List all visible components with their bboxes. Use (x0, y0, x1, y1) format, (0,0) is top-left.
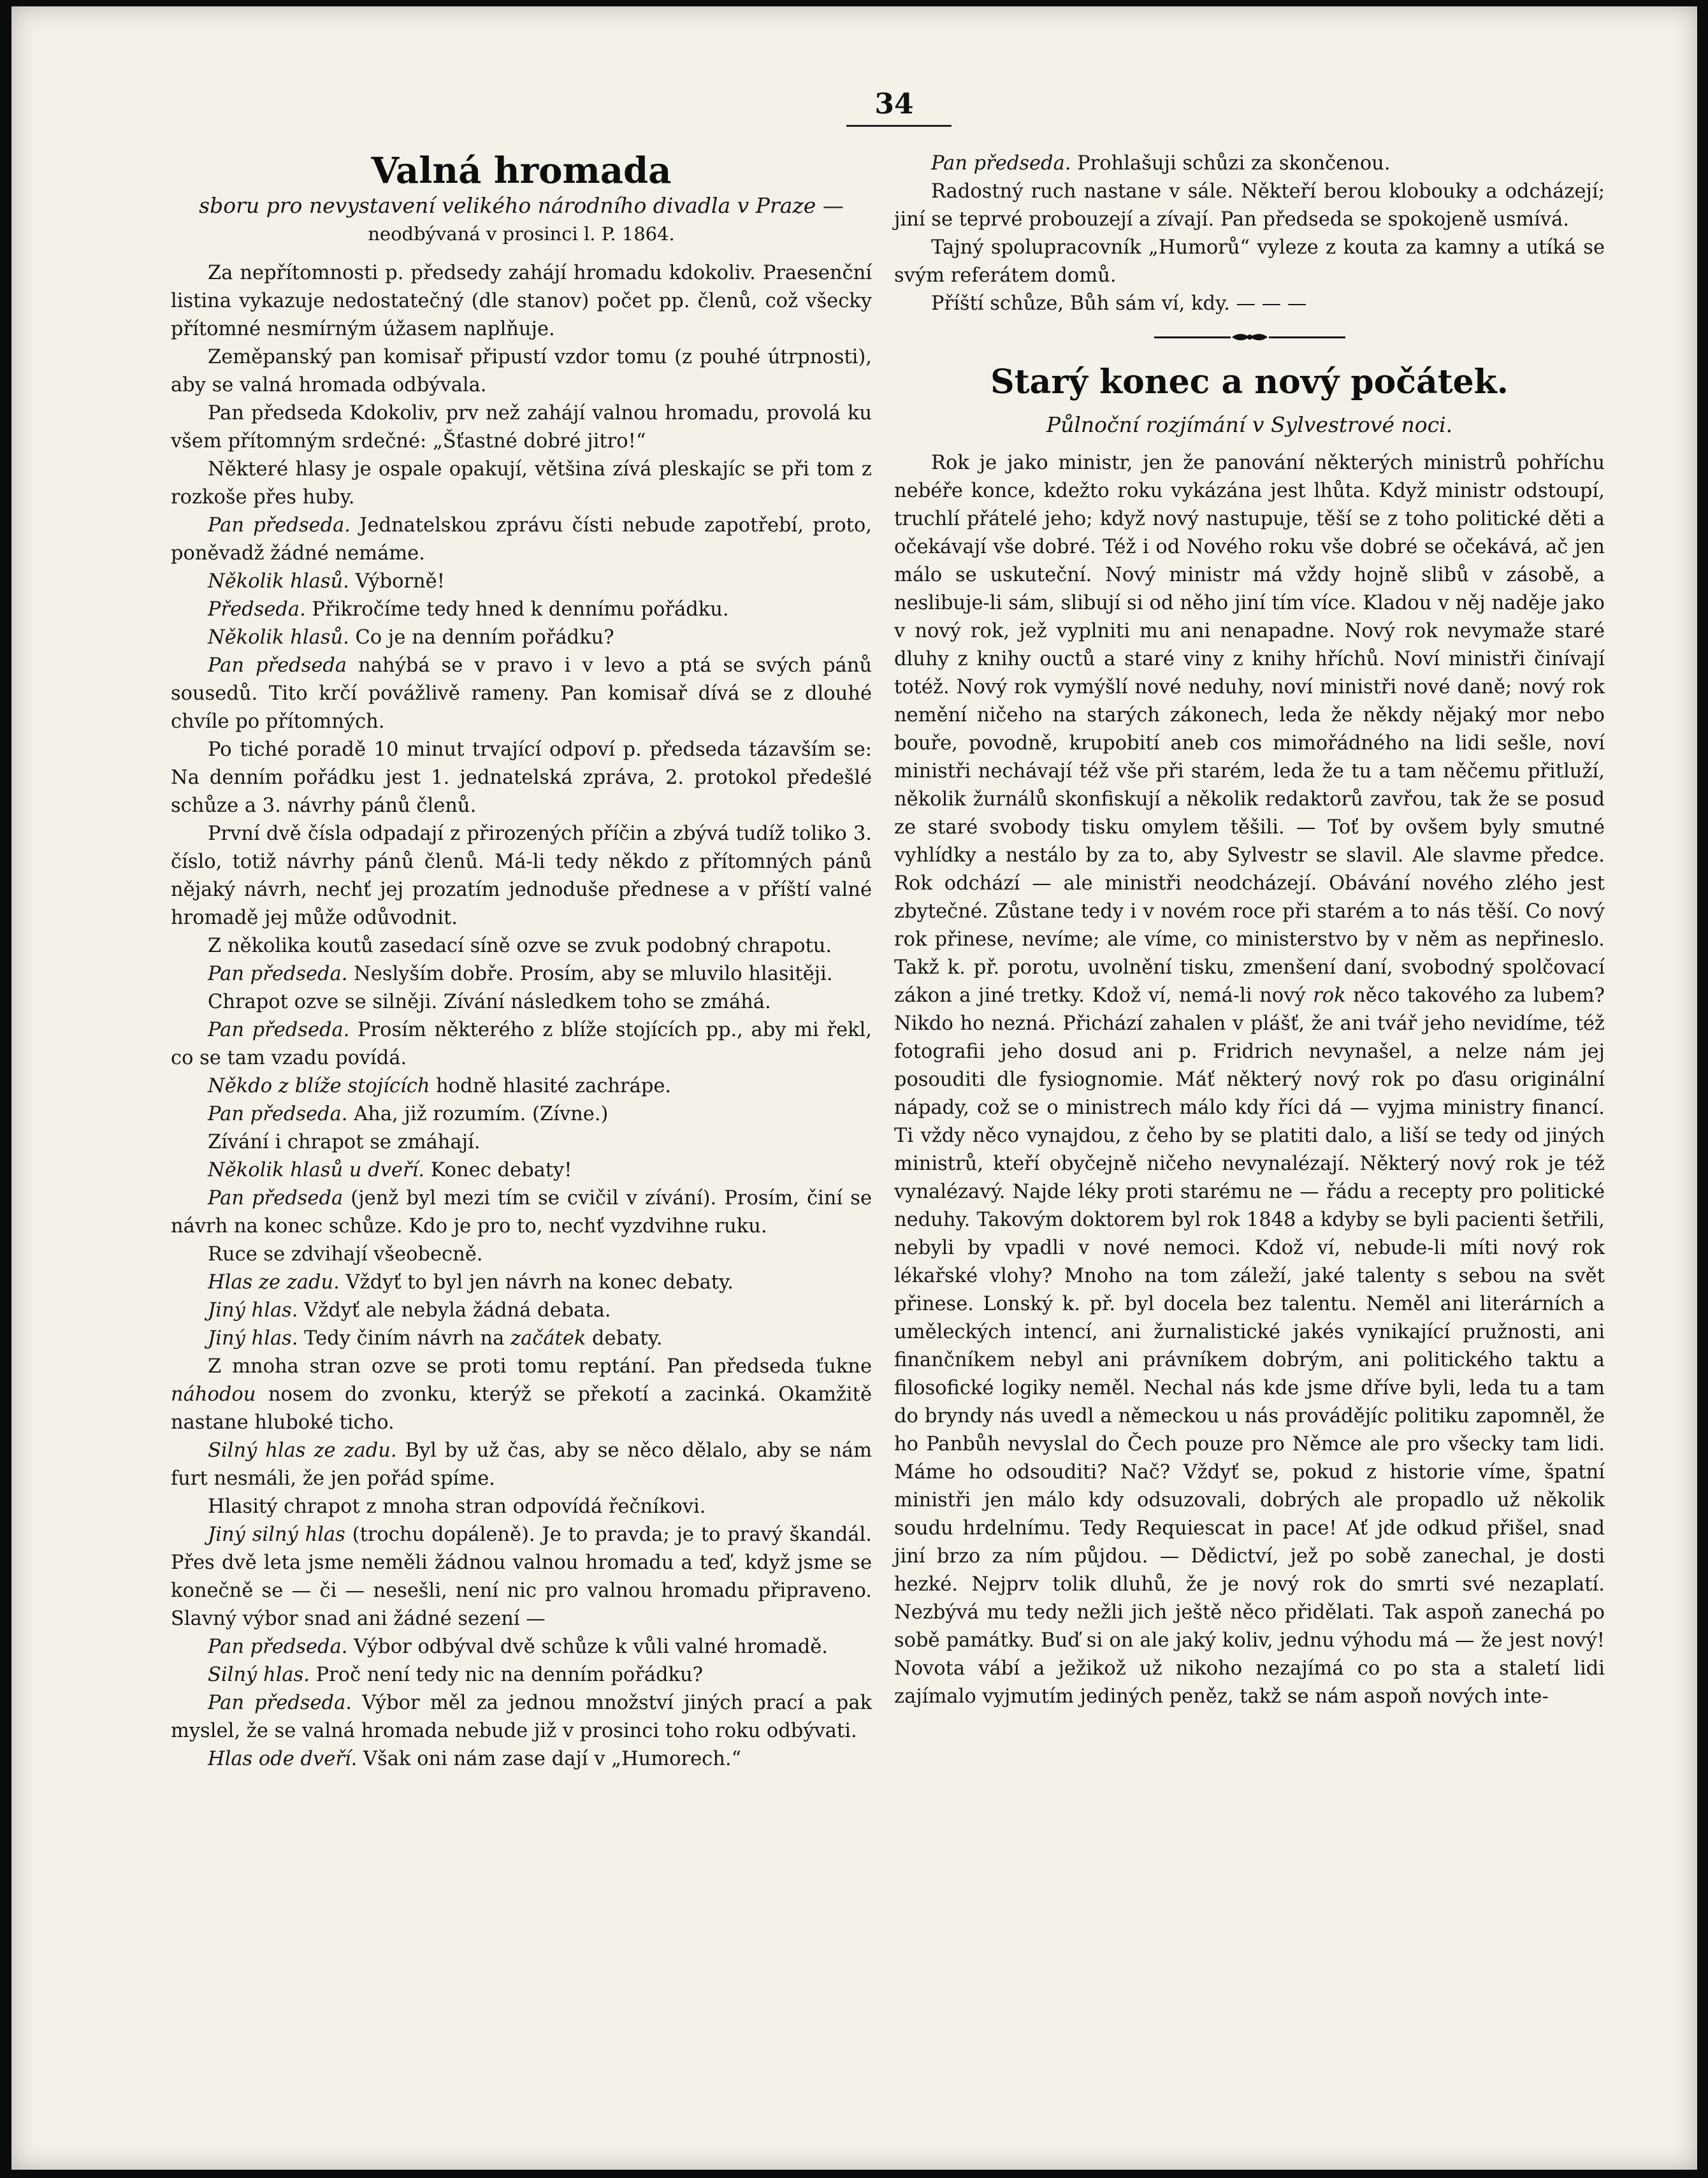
paragraph-text: Tedy činím návrh na (298, 1327, 511, 1350)
paragraph-text: Jednatelskou zprávu čísti nebude zapotřebí, proto, poněvadž žádné nemáme. (171, 514, 872, 565)
paragraph-text: Proč není tedy nic na denním pořádku? (309, 1664, 703, 1686)
article1-subtitle-date: neodbývaná v prosinci l. P. 1864. (368, 223, 675, 245)
paragraph-text: První dvě čísla odpadají z přirozených příčin a zbývá tudíž toliko 3. číslo, totiž návrhy pánů členů. Má-li tedy někdo z přítomných pánů nějaký návrh, nechť jej prozatím jednoduše přednese a v příští valné hromadě jej může odůvodnit. (171, 823, 872, 929)
paragraph (171, 1353, 872, 1437)
paragraph-text: Rok je jako ministr, jen že panování některých ministrů pohříchu nebéře konce, kdežto roku vykázána jest lhůta. Když ministr odstoupí, truchlí přátelé jeho; když nový nastupuje, těší se z toho politické děti a očekávají vše dobré. Též i od Nového roku vše dobré se očekává, ač jen málo se uskuteční. Nový ministr má vždy hojně slibů v zásobě, a neslibuje-li sám, slibují si od něho jiní tím více. Kladou v něj naděje jako v nový rok, jež vyplniti mu ani nenapadne. Nový rok nevymaže staré dluhy z knihy ouctů a staré viny z knihy hříchů. Noví ministři činívají totéž. Nový rok vymýšlí nové neduhy, noví ministři nové daně; nový rok nemění ničeho na starých zákonech, leda že někdy nějaký mor nebo bouře, povodně, krupobití aneb cos mimořádného na lidi sešle, noví ministři nechávají též vše při starém, leda že tu a tam něčemu přitluží, několik žurnálů skonfiskují a několik redaktorů zavřou, tak že se posud ze staré svobody tisku omylem těšili. — Toť by ovšem byly smutné vyhlídky a nestálo by za to, aby Sylvestr se slavil. Ale slavme předce. Rok odchází — ale ministři neodcházejí. Obávání nového zlého jest zbytečné. Zůstane tedy i v novém roce při starém a to nás těší. Co nový rok přinese, nevíme; ale víme, co ministerstvo by v něm as nepřineslo. Takž k. př. porotu, uvolnění tisku, zmenšení daní, svobodný spolčovací zákon a jiné tretky. Kdož ví, nemá-li nový (894, 452, 1605, 1007)
left-column (171, 150, 872, 1773)
emphasis-text: rok (1313, 984, 1346, 1007)
speaker-label: Jiný hlas. (208, 1327, 298, 1350)
paragraph (171, 652, 872, 736)
paragraph (171, 1745, 872, 1773)
paragraph-text: Přikročíme tedy hned k dennímu pořádku. (305, 598, 729, 621)
paragraph (171, 1100, 872, 1129)
paragraph-text: Radostný ruch nastane v sále. Někteří berou klobouky a odcházejí; jiní se teprvé probouzejí a zívají. Pan předseda se spokojeně usmívá. (894, 180, 1605, 231)
paragraph-text: Po tiché poradě 10 minut trvající odpoví p. předseda tázavším se: Na denním pořádku jest 1. jednatelská zpráva, 2. protokol předešlé schůze a 3. návrhy pánů členů. (171, 739, 872, 817)
paragraph (894, 449, 1605, 1711)
paragraph (171, 1633, 872, 1661)
paragraph (894, 178, 1605, 234)
paragraph-text: nahýbá se v pravo i v levo a ptá se svých pánů sousedů. Tito krčí povážlivě rameny. Pan komisař dívá se z dlouhé chvíle po přítomných. (171, 654, 872, 733)
paragraph-text: (trochu dopáleně). Je to pravda; je to pravý škandál. Přes dvě leta jsme neměli žádnou valnou hromadu a teď, když jsme se konečně se — či — nesešli, není nic pro valnou hromadu připraveno. Slavný výbor snad ani žádné sezení — (171, 1524, 872, 1630)
paragraph (171, 1016, 872, 1072)
paragraph (171, 988, 872, 1016)
speaker-label: Pan předseda. (931, 152, 1071, 175)
paragraph (894, 290, 1605, 318)
paragraph (171, 400, 872, 456)
paragraph (171, 259, 872, 343)
article2-title: Starý konec a nový počátek. (990, 363, 1509, 401)
paragraph (171, 1157, 872, 1185)
paragraph (171, 624, 872, 652)
paragraph (171, 568, 872, 596)
speaker-label: Jiný silný hlas (208, 1524, 345, 1546)
paragraph-text: Tajný spolupracovník „Humorů“ vyleze z kouta za kamny a utíká se svým referátem domů. (894, 236, 1605, 287)
paragraph-text: Neslyším dobře. Prosím, aby se mluvilo hlasitěji. (347, 963, 833, 985)
paragraph-text: Příští schůze, Bůh sám ví, kdy. — — — (931, 292, 1307, 315)
paragraph (171, 820, 872, 932)
paragraph-text: Některé hlasy je ospale opakují, většina zívá pleskajíc se při tom z rozkoše přes huby. (171, 458, 872, 508)
right-column (894, 150, 1605, 1711)
paragraph-text: Vždyť ale nebyla žádná debata. (298, 1299, 611, 1322)
speaker-label: Hlas ze zadu. (208, 1271, 340, 1294)
speaker-label: Silný hlas ze zadu. (208, 1439, 397, 1462)
paragraph-text: Konec debaty! (424, 1159, 572, 1181)
paragraph-text: Z několika koutů zasedací síně ozve se zvuk podobný chrapotu. (208, 935, 832, 957)
article1-ending (894, 150, 1605, 318)
section-divider-ornament (1154, 329, 1345, 345)
paragraph (171, 596, 872, 624)
speaker-label: Pan předseda. (208, 514, 351, 537)
paragraph-text: Pan předseda Kdokoliv, prv než zahájí valnou hromadu, provolá ku všem přítomným srdečné: „Šťastné dobré jitro!“ (171, 402, 872, 452)
newspaper-page (11, 6, 1697, 2170)
speaker-label: Jiný hlas. (208, 1299, 298, 1322)
paragraph-text: Prohlašuji schůzi za skončenou. (1071, 152, 1391, 175)
speaker-label: Hlas ode dveří. (208, 1748, 358, 1770)
paragraph-text: Aha, již rozumím. (Zívne.) (347, 1103, 609, 1125)
paragraph (171, 1297, 872, 1325)
paragraph-text: Prosím některého z blíže stojících pp., aby mi řekl, co se tam vzadu povídá. (171, 1019, 872, 1069)
paragraph-text: Výbor měl za jednou množství jiných prací a pak myslel, že se valná hromada nebude již v prosinci toho roku odbývati. (171, 1692, 872, 1742)
paragraph (171, 736, 872, 820)
paragraph-text: Zívání i chrapot se zmáhají. (208, 1131, 481, 1153)
article1-body (171, 259, 872, 1773)
paragraph (171, 960, 872, 988)
speaker-label: Pan předseda. (208, 1103, 348, 1125)
paragraph (171, 512, 872, 568)
paragraph-text: Ruce se zdvihají všeobecně. (208, 1243, 483, 1266)
paragraph-text: Byl by už čas, aby se něco dělalo, aby se nám furt nesmáli, že jen pořád spíme. (171, 1439, 872, 1490)
paragraph (171, 1521, 872, 1633)
paragraph (171, 1129, 872, 1157)
paragraph-text: Hlasitý chrapot z mnoha stran odpovídá řečníkovi. (208, 1496, 706, 1518)
paragraph-text: (jenž byl mezi tím se cvičil v zívání). Prosím, činí se návrh na konec schůze. Kdo je pro to, nechť vyzdvihne ruku. (171, 1187, 872, 1237)
article2-subtitle: Půlnoční rozjímání v Sylvestrové noci. (1046, 412, 1453, 437)
paragraph (171, 1185, 872, 1241)
paragraph-text: Zeměpanský pan komisař připustí vzdor tomu (z pouhé útrpnosti), aby se valná hromada odbývala. (171, 346, 872, 396)
paragraph-text: Výborně! (349, 570, 445, 593)
paragraph (171, 1325, 872, 1353)
speaker-label: Několik hlasů u dveří. (208, 1159, 425, 1181)
paragraph-text-tail: nosem do zvonku, kterýž se překotí a zacinká. Okamžitě nastane hluboké ticho. (171, 1383, 872, 1434)
speaker-label: Pan předseda. (208, 1636, 348, 1658)
paragraph (894, 234, 1605, 290)
emphasis-text: začátek (510, 1327, 586, 1350)
paragraph (171, 1437, 872, 1493)
paragraph-text: Výbor odbýval dvě schůze k vůli valné hromadě. (347, 1636, 828, 1658)
paragraph-text: Za nepřítomnosti p. předsedy zahájí hromadu kdokoliv. Praesenční listina vykazuje nedostatečný (dle stanov) počet pp. členů, což všecky přítomné nesmírným úžasem naplňuje. (171, 262, 872, 340)
paragraph-text: Však oni nám zase dají v „Humorech.“ (357, 1748, 742, 1770)
article1-title: Valná hromada (371, 150, 672, 192)
paragraph (171, 1689, 872, 1745)
paragraph-text: hodně hlasité zachrápe. (430, 1075, 672, 1097)
paragraph (171, 343, 872, 400)
paragraph-text: Chrapot ozve se silněji. Zívání následkem toho se zmáhá. (208, 991, 771, 1013)
speaker-label: Někdo z blíže stojících (208, 1075, 430, 1097)
article2-body (894, 449, 1605, 1711)
speaker-label: Předseda. (208, 598, 306, 621)
speaker-label: Silný hlas. (208, 1664, 310, 1686)
speaker-label: Několik hlasů. (208, 626, 349, 649)
paragraph (171, 1493, 872, 1521)
paragraph (171, 1241, 872, 1269)
paragraph-text: Z mnoha stran ozve se proti tomu reptání. Pan předseda ťukne (208, 1355, 872, 1378)
paragraph-text-tail: něco takového za lubem? Nikdo ho nezná. Přichází zahalen v plášť, že ani tvář jeho nevidíme, též fotografii jeho dosud ani p. Fridrich nevynašel, a nelze nám jej posouditi dle fysiognomie. Máť některý nový rok po ďasu originální nápady, což se o ministrech málo kdy říci dá — vyjma ministry financí. Ti vždy něco vynajdou, z čeho by se platiti dalo, a liší se tedy od jiných ministrů, kteří obyčejně ničeho nevynalézají. Některý nový rok je též vynalézavý. Najde léky proti starému ne — řádu a recepty pro politické neduhy. Takovým doktorem byl rok 1848 a kdyby se byli pacienti šetřili, nebyli by vpadli v nové nemoci. Kdož ví, nebude-li míti nový rok lékařské vlohy? Mnoho na tom záleží, jaké talenty s sebou na svět přinese. Lonský k. př. byl docela bez talentu. Neměl ani literárních a uměleckých intencí, ani žurnalistické jakés vynikající pružnosti, ani finančníkem nebyl ani právníkem dobrým, ani politického taktu a filosofické logiky neměl. Nechal nás kde jsme dříve byli, leda tu a tam do bryndy nás uvedl a německou u nás provádějíc politiku zapomněl, že ho Panbůh nevyslal do Čech pouze pro Němce ale pro všecky tam lidi. Máme ho odsouditi? Nač? Vždyť se, pokud z historie víme, špatní ministři jen málo kdy odsuzovali, dobrých ale propadlo už několik soudu hrdelnímu. Tedy Requiescat in pace! Ať jde odkud přišel, snad jiní brzo za ním půjdou. — Dědictví, jež po sobě zanechal, je dosti hezké. Nejprv tolik dluhů, že je nový rok do smrti své nezaplatí. Nezbývá mu tedy nežli jich ještě něco přidělati. Tak aspoň zanechá po sobě památky. Buď si on ale jaký koliv, jednu výhodu má — že jest nový! Novota vábí a ježikož už nikoho nezajímá co po sta a staletí lidi zajímalo vyjmutím jediných peněz, takž se nám aspoň nových inte- (894, 984, 1605, 1708)
paragraph-text-tail: debaty. (586, 1327, 663, 1350)
ornament-icon (1231, 331, 1269, 343)
paragraph-text: Vždyť to byl jen návrh na konec debaty. (339, 1271, 734, 1294)
paragraph-text: Co je na denním pořádku? (349, 626, 614, 649)
paragraph (171, 456, 872, 512)
paragraph (171, 1269, 872, 1297)
article1-subtitle: sboru pro nevystavení velikého národního divadla v Praze — (199, 193, 844, 218)
paragraph (171, 932, 872, 960)
speaker-label: Několik hlasů. (208, 570, 349, 593)
speaker-label: Pan předseda. (208, 1019, 350, 1041)
speaker-label: Pan předseda. (208, 963, 348, 985)
paragraph (894, 150, 1605, 178)
page-number: 34 (874, 88, 914, 120)
speaker-label: Pan předseda (208, 654, 347, 677)
paragraph (171, 1661, 872, 1689)
speaker-label: Pan předseda. (208, 1692, 352, 1714)
emphasis-text: náhodou (171, 1383, 256, 1406)
paragraph (171, 1072, 872, 1100)
page-number-rule (846, 125, 952, 127)
speaker-label: Pan předseda (208, 1187, 344, 1209)
